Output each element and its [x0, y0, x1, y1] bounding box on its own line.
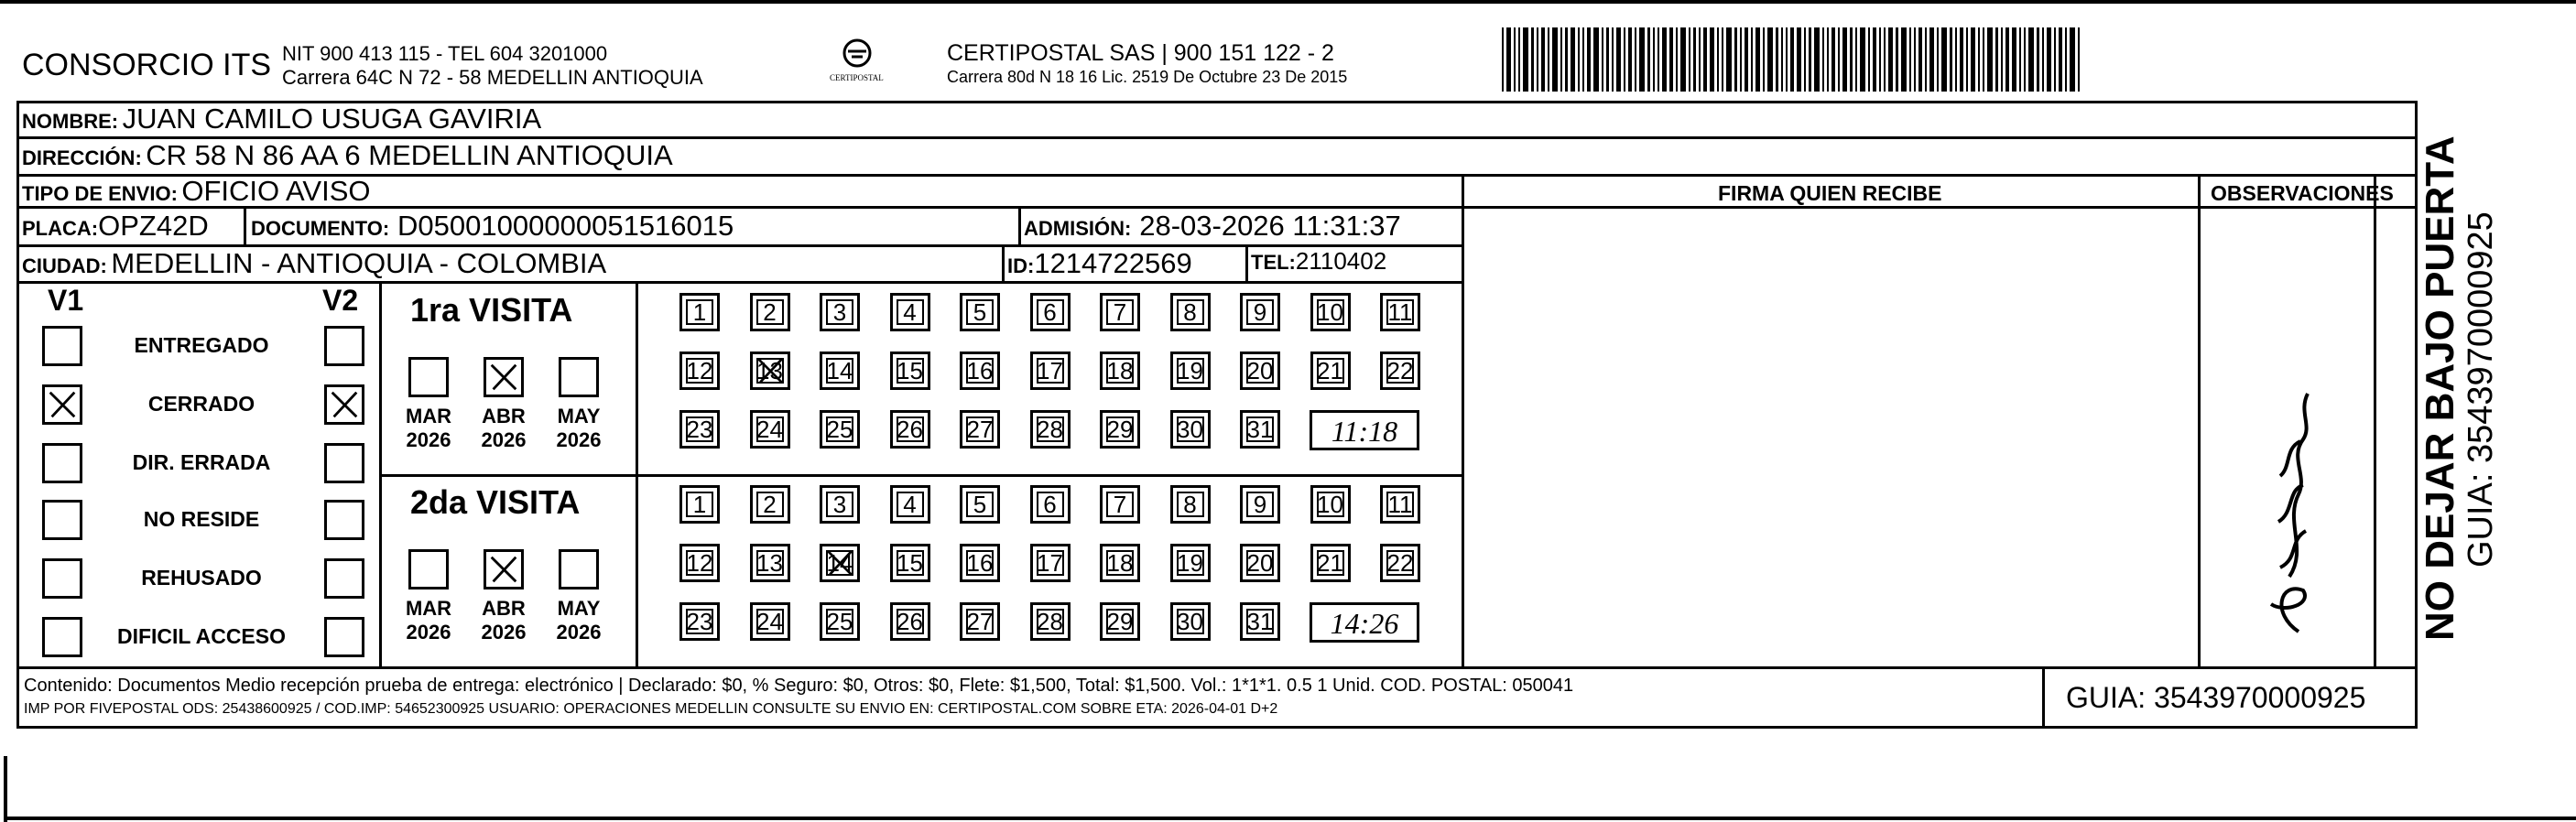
month-label: MAR 2026	[405, 405, 452, 451]
handwritten-time: 11:18	[1310, 410, 1419, 450]
barcode-bar	[1548, 27, 1549, 92]
month-checkbox	[559, 357, 599, 397]
day-box: 28	[1030, 410, 1071, 449]
barcode-bar	[1767, 27, 1773, 92]
barcode-bar	[1658, 27, 1659, 92]
barcode-bar	[1781, 27, 1783, 92]
row-line	[16, 174, 2418, 177]
day-box: 10	[1310, 293, 1351, 331]
footer-line-1: Contenido: Documentos Medio recepción prueba de entrega: electrónico | Declarado: $0, % Seguro: $0, Otros: $0, Flete: $1,500, Total: $1,500. Vol.: 1*1*1. 0.5 1 Unid. COD. POSTAL: 050041	[24, 676, 1574, 696]
day-box: 10	[1310, 485, 1351, 524]
barcode-bar	[1745, 27, 1748, 92]
day-box: 24	[750, 602, 790, 641]
month-checkbox	[559, 549, 599, 589]
month-checkbox	[408, 549, 449, 589]
barcode-bar	[1734, 27, 1737, 92]
barcode-bar	[1669, 27, 1673, 92]
day-box: 15	[890, 544, 930, 582]
status-checkbox-v2	[324, 384, 364, 425]
admision-value: 28-03-2026 11:31:37	[1139, 210, 1401, 242]
barcode-bar	[1838, 27, 1840, 92]
day-box: 17	[1030, 544, 1071, 582]
day-box: 7	[1100, 293, 1140, 331]
barcode-bar	[1518, 27, 1520, 92]
barcode-bar	[1710, 27, 1714, 92]
day-box: 29	[1100, 410, 1140, 449]
row-line	[16, 206, 2418, 209]
day-box: 20	[1240, 352, 1280, 390]
barcode-bar	[2078, 27, 2080, 92]
barcode-bar	[2047, 27, 2051, 92]
placa-field: PLACA:OPZ42D	[22, 210, 209, 242]
status-checkbox-v1	[42, 617, 82, 657]
day-box: 21	[1310, 544, 1351, 582]
day-box: 30	[1170, 602, 1211, 641]
company-name: CONSORCIO ITS	[22, 48, 272, 82]
barcode-bar	[1929, 27, 1934, 92]
month-checkbox	[484, 357, 524, 397]
barcode-bar	[1918, 27, 1922, 92]
row-line	[2198, 206, 2374, 209]
day-box: 31	[1240, 410, 1280, 449]
day-box: 12	[679, 352, 720, 390]
barcode-bar	[1884, 27, 1886, 92]
day-box: 16	[960, 352, 1000, 390]
barcode-bar	[1523, 27, 1528, 92]
barcode-bar	[1868, 27, 1870, 92]
barcode-bar	[1560, 27, 1562, 92]
barcode-bar	[1502, 27, 1504, 92]
day-box: 8	[1170, 293, 1211, 331]
handwritten-signature	[2234, 384, 2335, 641]
barcode-bar	[1635, 27, 1636, 92]
footer-line-2: IMP POR FIVEPOSTAL ODS: 25438600925 / COD.IMP: 54652300925 USUARIO: OPERACIONES MEDELLIN CONSULTE SU ENVIO EN: CERTIPOSTAL.COM SOBRE ETA: 2026-04-01 D+2	[24, 701, 1278, 717]
barcode-bar	[1901, 27, 1907, 92]
tipo-row	[22, 175, 371, 208]
day-box: 5	[960, 293, 1000, 331]
day-box: 4	[890, 293, 930, 331]
status-checkbox-v1	[42, 500, 82, 540]
day-box: 22	[1380, 352, 1420, 390]
barcode-bar	[2054, 27, 2056, 92]
col-line	[1245, 244, 1248, 281]
day-box: 2	[750, 485, 790, 524]
direccion-label: DIRECCIÓN:	[22, 146, 142, 169]
status-checkbox-v1	[42, 443, 82, 483]
barcode-bar	[1552, 27, 1558, 92]
barcode-bar	[2065, 27, 2067, 92]
barcode	[1502, 27, 2225, 92]
barcode-bar	[1850, 27, 1853, 92]
month-label: ABR 2026	[481, 597, 527, 644]
barcode-bar	[2019, 27, 2021, 92]
day-box: 28	[1030, 602, 1071, 641]
day-box: 4	[890, 485, 930, 524]
col-line	[636, 281, 638, 666]
day-box: 27	[960, 410, 1000, 449]
barcode-bar	[1950, 27, 1952, 92]
day-box: 16	[960, 544, 1000, 582]
barcode-bar	[1628, 27, 1632, 92]
day-box: 17	[1030, 352, 1071, 390]
nombre-label: NOMBRE:	[22, 110, 119, 133]
day-box: 19	[1170, 352, 1211, 390]
barcode-bar	[1790, 27, 1794, 92]
barcode-bar	[2001, 27, 2003, 92]
barcode-bar	[1860, 27, 1865, 92]
barcode-bar	[1606, 27, 1609, 92]
barcode-bar	[1647, 27, 1650, 92]
day-box: 11	[1380, 485, 1420, 524]
barcode-bar	[1616, 27, 1621, 92]
col-line	[2198, 174, 2201, 668]
barcode-bar	[1786, 27, 1788, 92]
footer-guia: GUIA: 3543970000925	[2066, 681, 2366, 714]
barcode-bar	[1751, 27, 1753, 92]
tipo-value: OFICIO AVISO	[181, 175, 371, 207]
day-box: 30	[1170, 410, 1211, 449]
day-box: 15	[890, 352, 930, 390]
day-box: 14	[820, 352, 860, 390]
day-box: 25	[820, 410, 860, 449]
barcode-bar	[1578, 27, 1580, 92]
barcode-bar	[1966, 27, 1968, 92]
barcode-bar	[1831, 27, 1835, 92]
ciudad-value: MEDELLIN - ANTIOQUIA - COLOMBIA	[111, 247, 607, 279]
barcode-bar	[1914, 27, 1916, 92]
day-box: 2	[750, 293, 790, 331]
barcode-bar	[1842, 27, 1847, 92]
month-checkbox	[484, 549, 524, 589]
day-box: 5	[960, 485, 1000, 524]
col-line	[2042, 666, 2045, 729]
status-checkbox-v2	[324, 500, 364, 540]
barcode-bar	[2028, 27, 2034, 92]
barcode-bar	[1703, 27, 1707, 92]
barcode-bar	[2042, 27, 2044, 92]
day-box: 1	[679, 485, 720, 524]
month-label: MAR 2026	[405, 597, 452, 644]
barcode-bar	[1571, 27, 1575, 92]
day-box: 26	[890, 602, 930, 641]
day-box: 23	[679, 602, 720, 641]
day-box: 13	[750, 352, 790, 390]
day-box: 6	[1030, 293, 1071, 331]
day-box: 11	[1380, 293, 1420, 331]
day-box: 3	[820, 293, 860, 331]
placa-value: OPZ42D	[98, 210, 209, 242]
direccion-value: CR 58 N 86 AA 6 MEDELLIN ANTIOQUIA	[146, 139, 673, 171]
documento-field: DOCUMENTO: D05001000000051516015	[251, 210, 734, 242]
barcode-bar	[1506, 27, 1511, 92]
status-label: ENTREGADO	[134, 333, 269, 357]
day-box: 24	[750, 410, 790, 449]
scan-edge	[7, 817, 2576, 820]
day-box: 21	[1310, 352, 1351, 390]
status-checkbox-v1	[42, 558, 82, 599]
barcode-bar	[1814, 27, 1820, 92]
barcode-bar	[1995, 27, 1998, 92]
barcode-bar	[1717, 27, 1719, 92]
col-line	[244, 206, 246, 244]
barcode-bar	[1639, 27, 1645, 92]
top-edge-line	[0, 0, 2576, 4]
barcode-bar	[1689, 27, 1690, 92]
barcode-bar	[1763, 27, 1765, 92]
barcode-bar	[1873, 27, 1876, 92]
nit-line: NIT 900 413 115 - TEL 604 3201000	[282, 42, 608, 65]
documento-value: D05001000000051516015	[397, 210, 734, 242]
barcode-bar	[1662, 27, 1667, 92]
barcode-bar	[1809, 27, 1811, 92]
status-checkbox-v2	[324, 617, 364, 657]
row-line	[16, 281, 1463, 284]
barcode-bar	[1699, 27, 1701, 92]
day-box: 23	[679, 410, 720, 449]
handwritten-time: 14:26	[1310, 602, 1419, 643]
id-field: ID:1214722569	[1007, 247, 1192, 279]
tel-field: TEL:2110402	[1251, 247, 1387, 275]
barcode-bar	[1855, 27, 1857, 92]
first-visit-title: 1ra VISITA	[410, 291, 573, 329]
row-line	[381, 474, 1463, 477]
barcode-bar	[1653, 27, 1655, 92]
barcode-bar	[1909, 27, 1911, 92]
carrier-line: CERTIPOSTAL SAS | 900 151 122 - 2	[947, 40, 1334, 66]
barcode-bar	[1740, 27, 1742, 92]
col-line	[1002, 244, 1005, 281]
barcode-bar	[1879, 27, 1881, 92]
barcode-bar	[1978, 27, 1980, 92]
month-label: MAY 2026	[556, 405, 602, 451]
barcode-bar	[1587, 27, 1591, 92]
status-label: DIR. ERRADA	[132, 450, 271, 474]
tel-value: 2110402	[1295, 247, 1387, 275]
barcode-bar	[2024, 27, 2026, 92]
carrier-address: Carrera 80d N 18 16 Lic. 2519 De Octubre 23 De 2015	[947, 68, 1348, 86]
month-label: MAY 2026	[556, 597, 602, 644]
barcode-bar	[1624, 27, 1625, 92]
barcode-bar	[1896, 27, 1898, 92]
barcode-bar	[1983, 27, 1984, 92]
barcode-bar	[2012, 27, 2016, 92]
barcode-bar	[1537, 27, 1538, 92]
barcode-bar	[1797, 27, 1801, 92]
barcode-bar	[1960, 27, 1963, 92]
scan-edge	[4, 756, 7, 822]
day-box: 26	[890, 410, 930, 449]
barcode-bar	[1602, 27, 1603, 92]
barcode-bar	[2005, 27, 2009, 92]
barcode-bar	[1925, 27, 1927, 92]
admision-field: ADMISIÓN: 28-03-2026 11:31:37	[1024, 210, 1401, 242]
barcode-bar	[1804, 27, 1806, 92]
status-checkbox-v1	[42, 326, 82, 366]
side-warning: NO DEJAR BAJO PUERTA	[2418, 135, 2462, 641]
ciudad-field: CIUDAD: MEDELLIN - ANTIOQUIA - COLOMBIA	[22, 247, 607, 279]
day-box: 1	[679, 293, 720, 331]
day-box: 18	[1100, 544, 1140, 582]
barcode-bar	[1755, 27, 1760, 92]
barcode-bar	[1676, 27, 1678, 92]
id-value: 1214722569	[1034, 247, 1192, 279]
observaciones-header: OBSERVACIONES	[2211, 181, 2394, 205]
form-frame	[16, 101, 2418, 729]
side-guia: GUIA: 3543970000925	[2462, 211, 2500, 568]
day-box: 29	[1100, 602, 1140, 641]
barcode-bar	[1971, 27, 1975, 92]
day-box: 12	[679, 544, 720, 582]
row-line	[16, 666, 2418, 669]
barcode-bar	[1722, 27, 1723, 92]
status-label: REHUSADO	[141, 566, 262, 589]
barcode-bar	[1822, 27, 1824, 92]
day-box: 31	[1240, 602, 1280, 641]
status-label: NO RESIDE	[143, 507, 260, 531]
status-checkbox-v1	[42, 384, 82, 425]
day-box: 9	[1240, 293, 1280, 331]
barcode-bar	[1531, 27, 1534, 92]
day-box: 18	[1100, 352, 1140, 390]
barcode-bar	[1593, 27, 1599, 92]
barcode-bar	[1987, 27, 1993, 92]
barcode-bar	[2037, 27, 2039, 92]
direccion-row	[22, 139, 673, 172]
barcode-bar	[1693, 27, 1696, 92]
day-box: 20	[1240, 544, 1280, 582]
col-line	[1018, 206, 1021, 244]
barcode-bar	[2059, 27, 2062, 92]
day-box: 6	[1030, 485, 1071, 524]
nombre-row	[22, 103, 541, 135]
barcode-bar	[1776, 27, 1778, 92]
day-box: 8	[1170, 485, 1211, 524]
certipostal-logo: CERTIPOSTAL	[831, 37, 883, 92]
day-box: 14	[820, 544, 860, 582]
barcode-bar	[1680, 27, 1686, 92]
barcode-bar	[1955, 27, 1957, 92]
nombre-value: JUAN CAMILO USUGA GAVIRIA	[122, 103, 542, 135]
day-box: 7	[1100, 485, 1140, 524]
barcode-bar	[1541, 27, 1545, 92]
day-box: 9	[1240, 485, 1280, 524]
month-label: ABR 2026	[481, 405, 527, 451]
col-line	[379, 281, 382, 666]
day-box: 19	[1170, 544, 1211, 582]
status-checkbox-v2	[324, 558, 364, 599]
day-box: 13	[750, 544, 790, 582]
barcode-bar	[1937, 27, 1939, 92]
barcode-bar	[1565, 27, 1568, 92]
status-label: DIFICIL ACCESO	[116, 624, 286, 648]
status-checkbox-v2	[324, 326, 364, 366]
barcode-bar	[1888, 27, 1893, 92]
status-label: CERRADO	[147, 392, 255, 416]
tipo-label: TIPO DE ENVIO:	[22, 182, 178, 205]
second-visit-title: 2da VISITA	[410, 483, 581, 521]
day-box: 3	[820, 485, 860, 524]
col-line	[1462, 174, 1464, 668]
v2-header: V2	[322, 284, 359, 317]
barcode-bar	[1514, 27, 1516, 92]
firma-header: FIRMA QUIEN RECIBE	[1718, 181, 1942, 205]
barcode-bar	[1726, 27, 1732, 92]
col-line	[2374, 174, 2376, 668]
address-line: Carrera 64C N 72 - 58 MEDELLIN ANTIOQUIA	[282, 66, 703, 89]
status-checkbox-v2	[324, 443, 364, 483]
barcode-bar	[1941, 27, 1947, 92]
v1-header: V1	[48, 284, 84, 317]
day-box: 22	[1380, 544, 1420, 582]
barcode-bar	[2070, 27, 2075, 92]
barcode-bar	[1612, 27, 1614, 92]
month-checkbox	[408, 357, 449, 397]
barcode-bar	[1827, 27, 1829, 92]
barcode-bar	[1582, 27, 1584, 92]
day-box: 25	[820, 602, 860, 641]
day-box: 27	[960, 602, 1000, 641]
